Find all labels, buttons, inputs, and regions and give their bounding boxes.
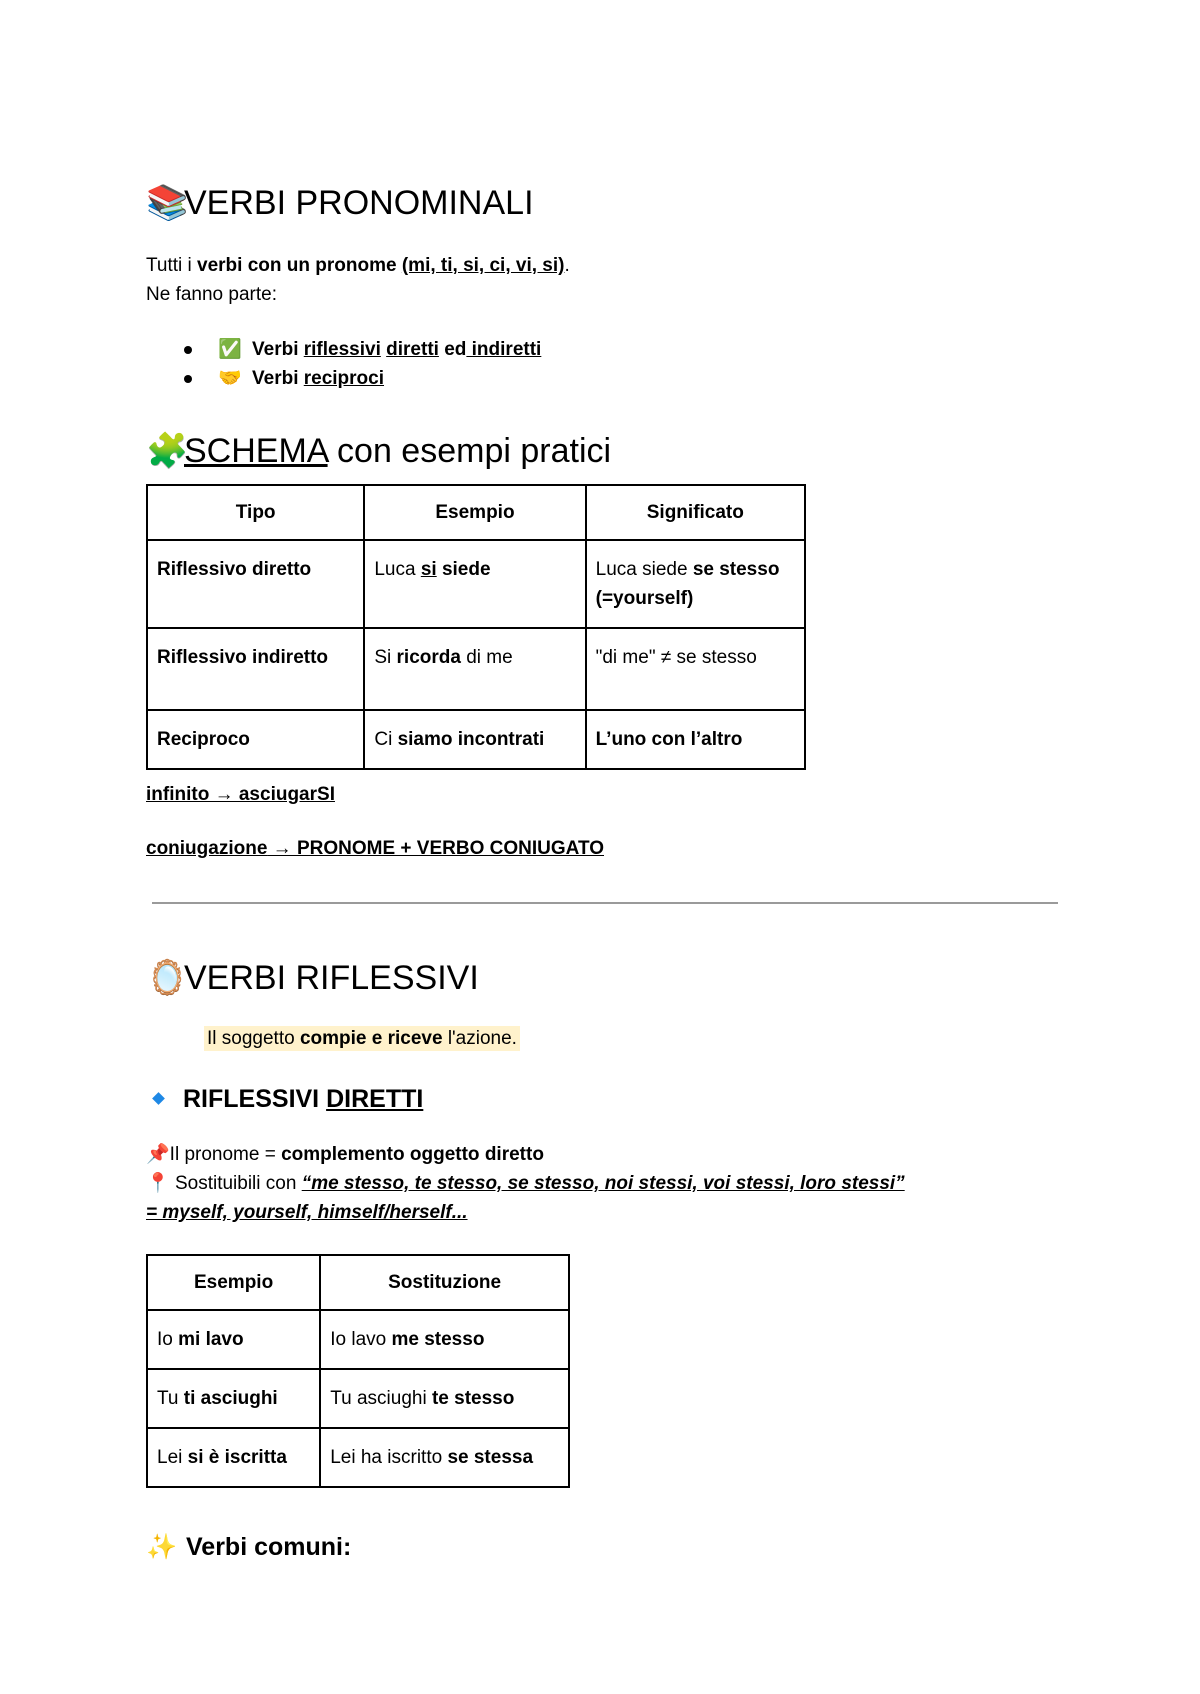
check-icon: ✅ <box>218 338 242 360</box>
heading-schema: 🧩SCHEMA con esempi pratici <box>146 431 612 471</box>
coniugazione-line: coniugazione → PRONOME + VERBO CONIUGATO <box>146 838 604 859</box>
pin-note-2: 📍 Sostituibili con “me stesso, te stesso, se stesso, noi stessi, voi stessi, loro stessi” <box>146 1173 905 1194</box>
mirror-icon: 🪞 <box>146 958 189 998</box>
table-row: Lei si è iscritta Lei ha iscritto se stessa <box>147 1428 569 1487</box>
table-header-row: Esempio Sostituzione <box>147 1255 569 1310</box>
puzzle-icon: 🧩 <box>146 431 189 471</box>
handshake-icon: 🤝 <box>218 367 242 389</box>
pushpin-icon: 📌 <box>146 1144 170 1165</box>
pin-note-2-continued: = myself, yourself, himself/herself... <box>146 1202 468 1223</box>
heading-riflessivi-diretti: RIFLESSIVI DIRETTI <box>146 1084 423 1114</box>
heading-verbi-pronominali: 📚VERBI PRONOMINALI <box>146 183 534 223</box>
table-row: Io mi lavo Io lavo me stesso <box>147 1310 569 1369</box>
round-pushpin-icon: 📍 <box>146 1173 170 1194</box>
blue-diamond-icon <box>152 1092 165 1105</box>
intro-text: Tutti i verbi con un pronome (mi, ti, si, ci, vi, si). <box>146 255 570 276</box>
table-header-row: Tipo Esempio Significato <box>147 485 805 540</box>
definition-highlight: Il soggetto compie e riceve l'azione. <box>204 1024 520 1053</box>
horizontal-divider <box>152 902 1058 904</box>
infinito-line: infinito → asciugarSI <box>146 784 335 805</box>
sparkles-icon: ✨ <box>146 1532 178 1561</box>
heading-verbi-comuni: ✨ Verbi comuni: <box>146 1532 352 1561</box>
heading-verbi-riflessivi: 🪞VERBI RIFLESSIVI <box>146 958 479 998</box>
pin-note-1: 📌Il pronome = complemento oggetto diretto <box>146 1144 544 1165</box>
table-row: Riflessivo diretto Luca si siede Luca siede se stesso (=yourself) <box>147 540 805 628</box>
schema-table <box>146 484 806 770</box>
list-item: ✅ Verbi riflessivi diretti ed indiretti <box>146 335 541 364</box>
riflessivi-table <box>146 1254 570 1488</box>
parts-label: Ne fanno parte: <box>146 284 277 305</box>
books-icon: 📚 <box>146 183 189 223</box>
table-row: Reciproco Ci siamo incontrati L’uno con l’altro <box>147 710 805 769</box>
table-row: Riflessivo indiretto Si ricorda di me "di me" ≠ se stesso <box>147 628 805 710</box>
bullet-list <box>146 335 541 393</box>
list-item: 🤝 Verbi reciproci <box>146 364 541 393</box>
table-row: Tu ti asciughi Tu asciughi te stesso <box>147 1369 569 1428</box>
